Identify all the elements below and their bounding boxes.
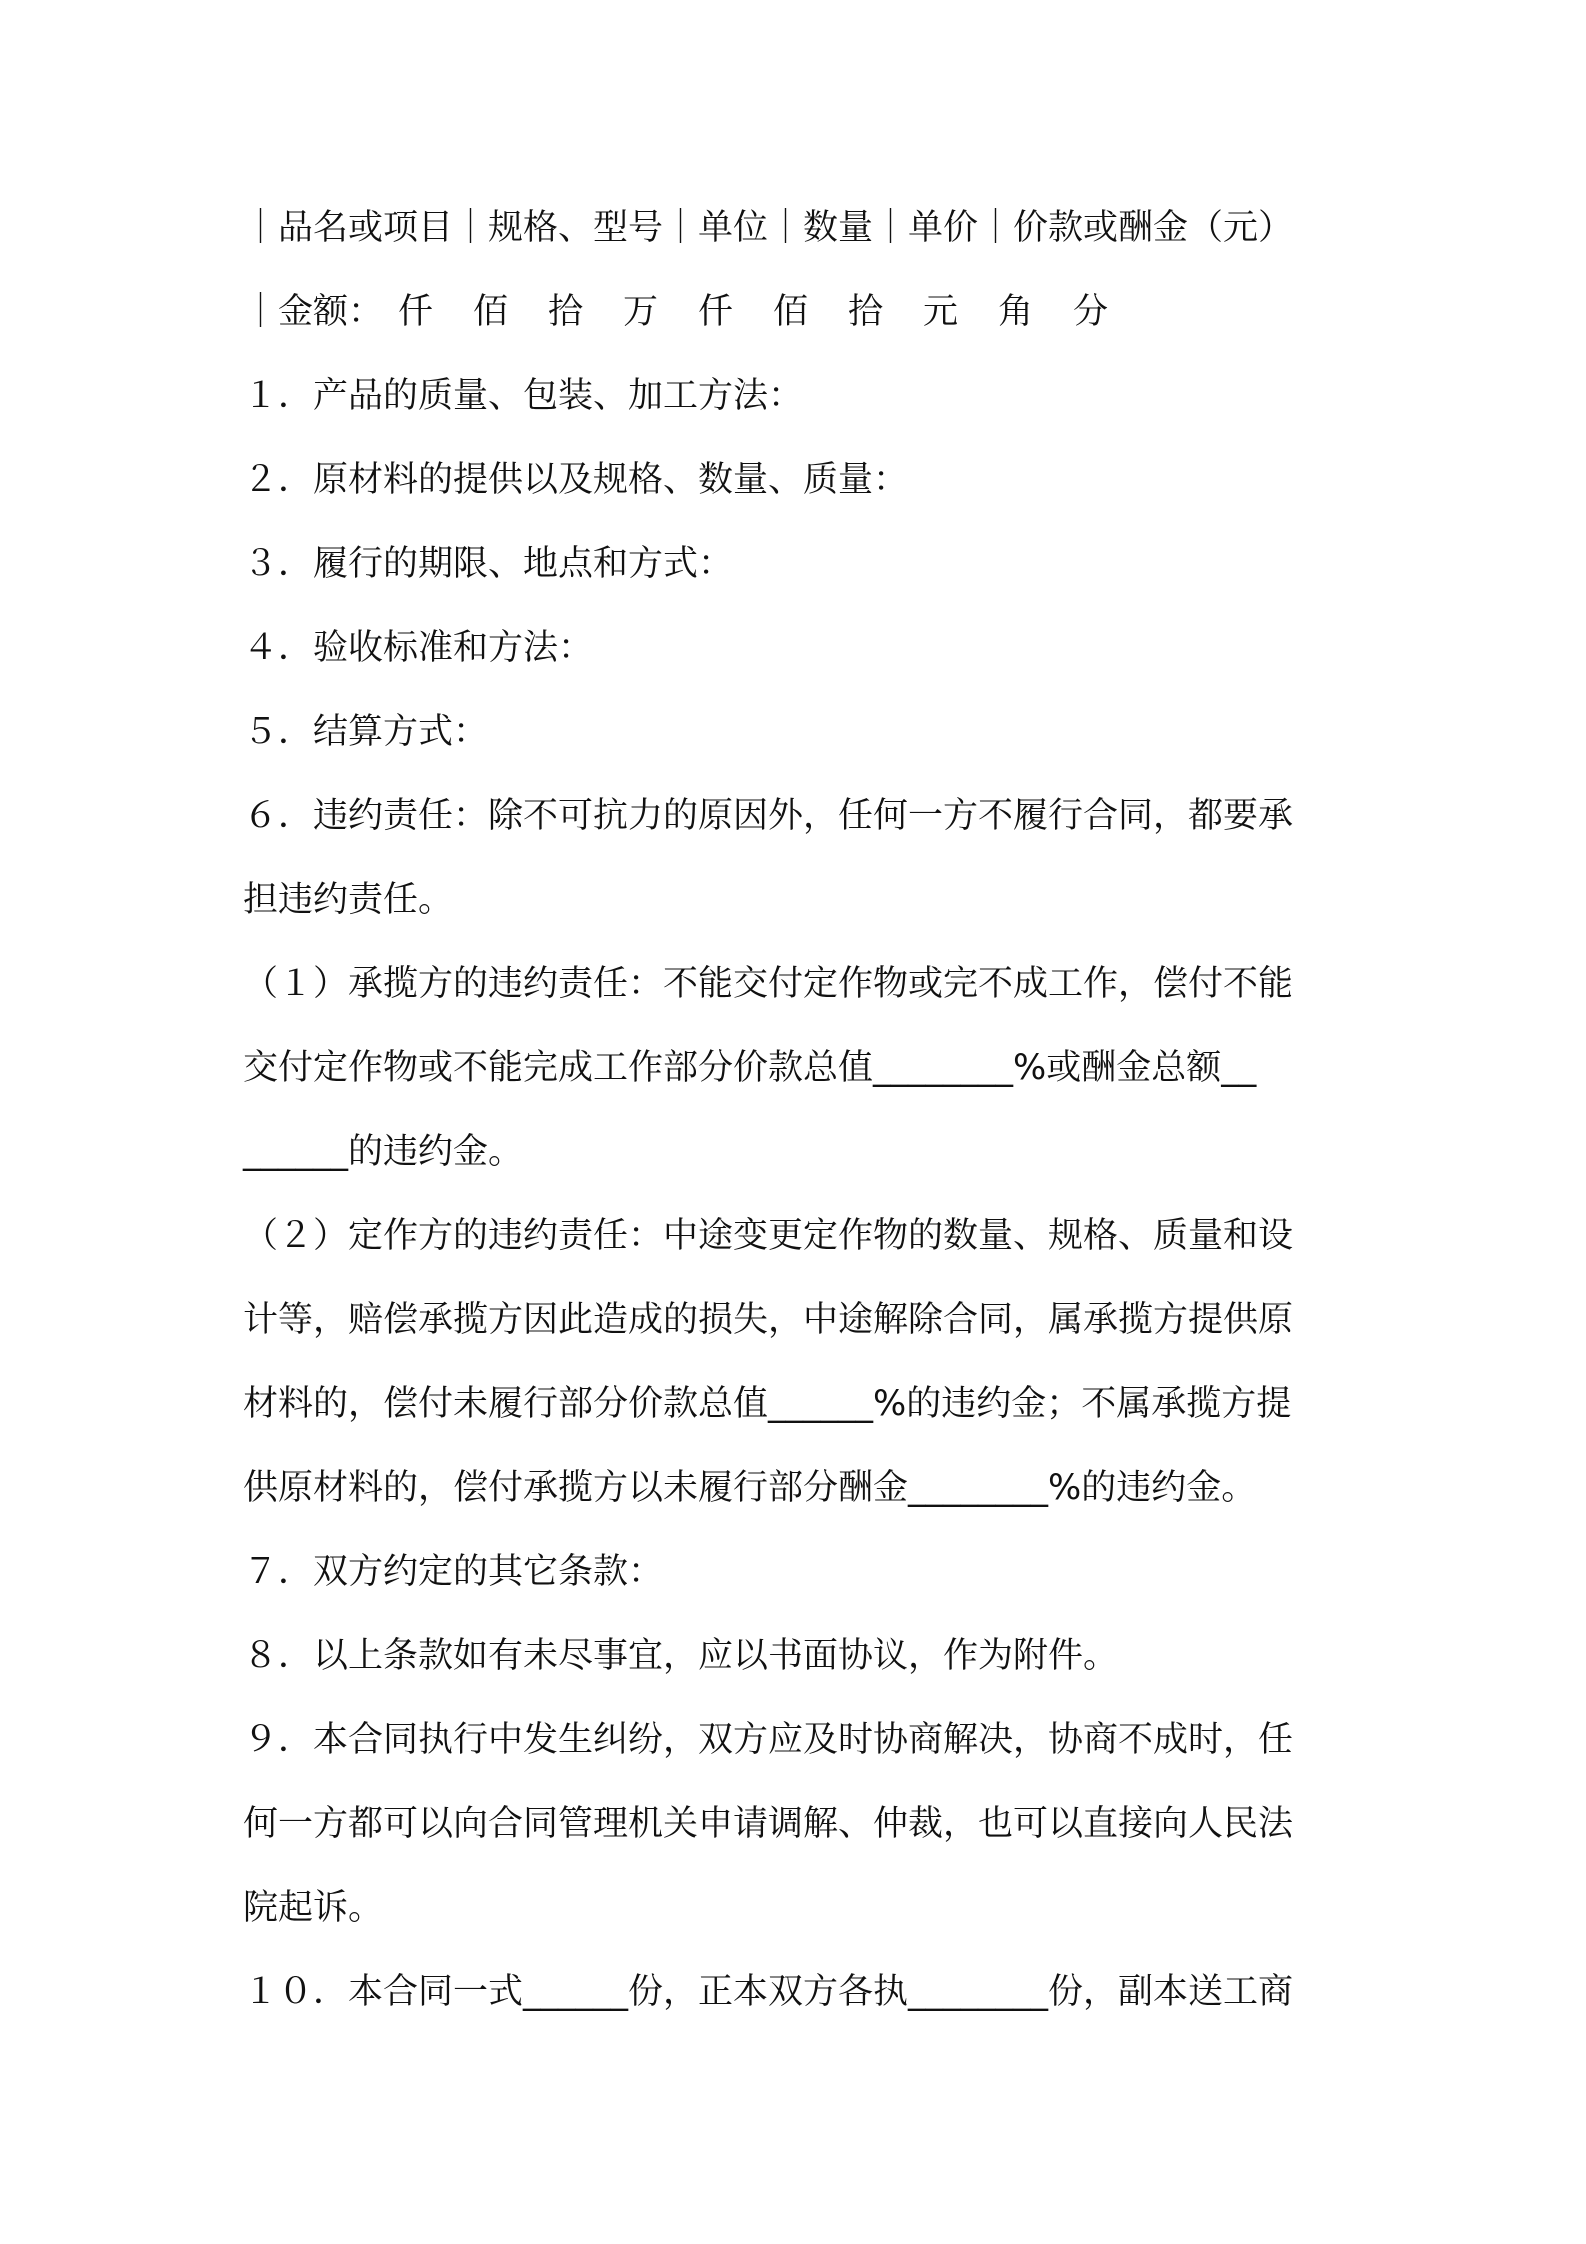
clause-6-1-line-1: （１）承揽方的违约责任：不能交付定作物或完不成工作，偿付不能 [243, 964, 1294, 1004]
clause-6-line-2: 担违约责任。 [243, 880, 454, 920]
clause-3: ３．履行的期限、地点和方式： [243, 544, 734, 584]
clause-10-line-1: １０．本合同一式______份，正本双方各执________份，副本送工商 [243, 1972, 1294, 2012]
clause-7: ７．双方约定的其它条款： [243, 1552, 664, 1592]
unit-shi-1: 拾 [548, 292, 584, 332]
clause-8: ８．以上条款如有未尽事宜，应以书面协议，作为附件。 [243, 1636, 1119, 1676]
clause-6-line-1: ６．违约责任：除不可抗力的原因外，任何一方不履行合同，都要承 [243, 796, 1294, 836]
unit-yuan: 元 [923, 292, 959, 332]
clause-5: ５．结算方式： [243, 712, 489, 752]
amount-row [243, 288, 1353, 336]
clause-4: ４．验收标准和方法： [243, 628, 594, 668]
unit-jiao: 角 [998, 292, 1034, 332]
unit-fen: 分 [1073, 292, 1109, 332]
unit-bai-1: 佰 [473, 292, 509, 332]
unit-qian-2: 仟 [698, 292, 734, 332]
clause-1: １．产品的质量、包装、加工方法： [243, 376, 804, 416]
table-header-row: ｜品名或项目｜规格、型号｜单位｜数量｜单价｜价款或酬金（元） [243, 208, 1294, 248]
unit-shi-2: 拾 [848, 292, 884, 332]
clause-6-1-line-3: ______的违约金。 [243, 1132, 524, 1172]
clause-6-1-line-2: 交付定作物或不能完成工作部分价款总值________%或酬金总额__ [243, 1048, 1257, 1088]
unit-bai-2: 佰 [773, 292, 809, 332]
unit-wan: 万 [623, 292, 659, 332]
clause-6-2-line-2: 计等，赔偿承揽方因此造成的损失，中途解除合同，属承揽方提供原 [243, 1300, 1294, 1340]
clause-6-2-line-3: 材料的，偿付未履行部分价款总值______%的违约金；不属承揽方提 [243, 1384, 1292, 1424]
clause-9-line-2: 何一方都可以向合同管理机关申请调解、仲裁，也可以直接向人民法 [243, 1804, 1294, 1844]
clause-2: ２．原材料的提供以及规格、数量、质量： [243, 460, 909, 500]
unit-qian-1: 仟 [398, 292, 434, 332]
clause-6-2-line-1: （２）定作方的违约责任：中途变更定作物的数量、规格、质量和设 [243, 1216, 1294, 1256]
clause-9-line-1: ９．本合同执行中发生纠纷，双方应及时协商解决，协商不成时，任 [243, 1720, 1294, 1760]
amount-label: ｜金额： [243, 292, 384, 332]
clause-9-line-3: 院起诉。 [243, 1888, 384, 1928]
clause-6-2-line-4: 供原材料的，偿付承揽方以未履行部分酬金________%的违约金。 [243, 1468, 1257, 1508]
